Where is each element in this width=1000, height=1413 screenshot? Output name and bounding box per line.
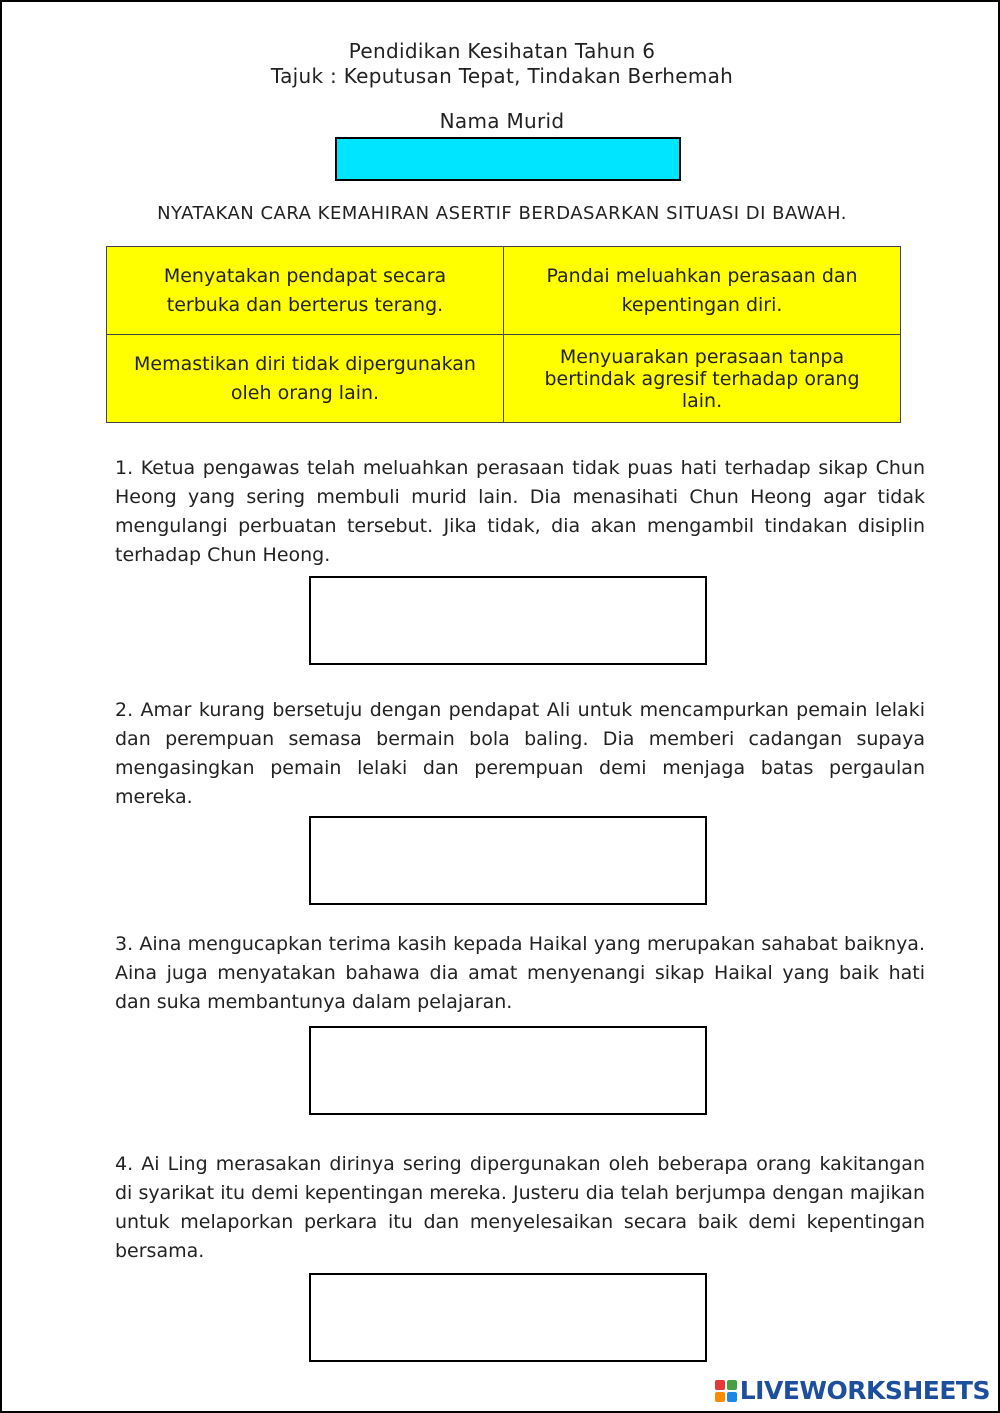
option-cell: Memastikan diri tidak dipergunakan oleh orang lain. [107, 335, 504, 422]
question-4-text: 4. Ai Ling merasakan dirinya sering dipergunakan oleh beberapa orang kakitangan di syarikat itu demi kepentingan mereka. Justeru dia telah berjumpa dengan majikan untuk melaporkan perkara itu dan menyelesaikan secara baik demi kepentingan bersama. [115, 1153, 925, 1262]
answer-3-input[interactable] [309, 1026, 707, 1115]
topic-title: Tajuk : Keputusan Tepat, Tindakan Berhemah [270, 64, 734, 88]
answer-options-table [106, 246, 901, 423]
answer-2-input[interactable] [309, 816, 707, 905]
question-3-text: 3. Aina mengucapkan terima kasih kepada Haikal yang merupakan sahabat baiknya. Aina juga menyatakan bahawa dia amat menyenangi sikap Haikal yang baik hati dan suka membantunya dalam pelajaran. [115, 933, 925, 1013]
instruction-text: NYATAKAN CARA KEMAHIRAN ASERTIF BERDASARKAN SITUASI DI BAWAH. [157, 203, 847, 224]
question-2-text: 2. Amar kurang bersetuju dengan pendapat Ali untuk mencampurkan pemain lelaki dan perempuan semasa bermain bola baling. Dia memberi cadangan supaya mengasingkan pemain lelaki dan perempuan demi menjaga batas pergaulan mereka. [115, 699, 925, 808]
logo-square [727, 1392, 737, 1402]
answer-1-input[interactable] [309, 576, 707, 665]
logo-square [727, 1380, 737, 1390]
liveworksheets-logo [715, 1376, 990, 1405]
liveworksheets-logo-icon [715, 1380, 737, 1402]
student-name-label: Nama Murid [439, 109, 565, 133]
option-cell: Menyatakan pendapat secara terbuka dan berterus terang. [107, 247, 504, 335]
liveworksheets-logo-text: LIVEWORKSHEETS [739, 1376, 990, 1405]
student-name-input[interactable] [335, 137, 681, 181]
question-1-text: 1. Ketua pengawas telah meluahkan perasaan tidak puas hati terhadap sikap Chun Heong yang sering membuli murid lain. Dia menasihati Chun Heong agar tidak mengulangi perbuatan tersebut. Jika tidak, dia akan mengambil tindakan disiplin terhadap Chun Heong. [115, 457, 925, 566]
option-cell: Pandai meluahkan perasaan dan kepentingan diri. [504, 247, 900, 335]
logo-square [715, 1380, 725, 1390]
answer-4-input[interactable] [309, 1273, 707, 1362]
logo-square [715, 1392, 725, 1402]
option-cell: Menyuarakan perasaan tanpa bertindak agresif terhadap orang lain. [544, 345, 860, 412]
subject-title: Pendidikan Kesihatan Tahun 6 [348, 39, 656, 63]
